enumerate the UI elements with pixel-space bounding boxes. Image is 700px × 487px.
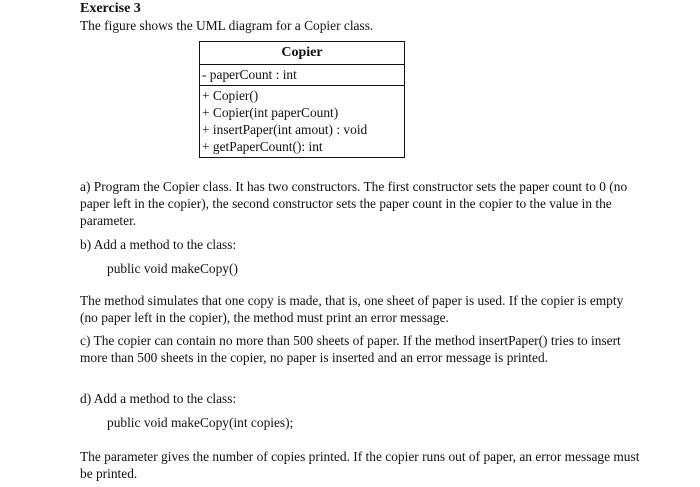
uml-methods-section — [200, 85, 404, 157]
task-c-text: c) The copier can contain no more than 500 sheets of paper. If the method insertPaper() tries to insert more than 500 sheets in the copier, no paper is inserted and an error message is printed. — [80, 333, 621, 365]
uml-method: + getPaperCount(): int — [202, 139, 323, 154]
task-a-text: a) Program the Copier class. It has two constructors. The first constructor sets the paper count to 0 (no paper left in the copier), the second constructor sets the paper count in the copier to the value in the parameter. — [80, 179, 628, 228]
task-b-description: The method simulates that one copy is made, that is, one sheet of paper is used. If the copier is empty (no paper left in the copier), the method must print an error message. — [80, 293, 624, 325]
uml-method: + Copier() — [202, 88, 259, 103]
exercise-intro: The figure shows the UML diagram for a Copier class. — [80, 18, 374, 33]
uml-class-name: Copier — [281, 45, 323, 60]
uml-attributes-section — [200, 64, 404, 85]
task-d-description: The parameter gives the number of copies printed. If the copier runs out of paper, an error message must be printed. — [80, 449, 640, 481]
uml-class-diagram — [199, 41, 405, 158]
task-b-code: public void makeCopy() — [107, 261, 238, 276]
task-d-code: public void makeCopy(int copies); — [107, 415, 294, 430]
task-d-text: d) Add a method to the class: — [80, 391, 237, 406]
uml-method: + insertPaper(int amout) : void — [202, 122, 368, 137]
uml-method: + Copier(int paperCount) — [202, 105, 339, 120]
task-b-text: b) Add a method to the class: — [80, 237, 237, 252]
exercise-heading: Exercise 3 — [80, 1, 141, 16]
uml-attribute: - paperCount : int — [202, 67, 297, 82]
